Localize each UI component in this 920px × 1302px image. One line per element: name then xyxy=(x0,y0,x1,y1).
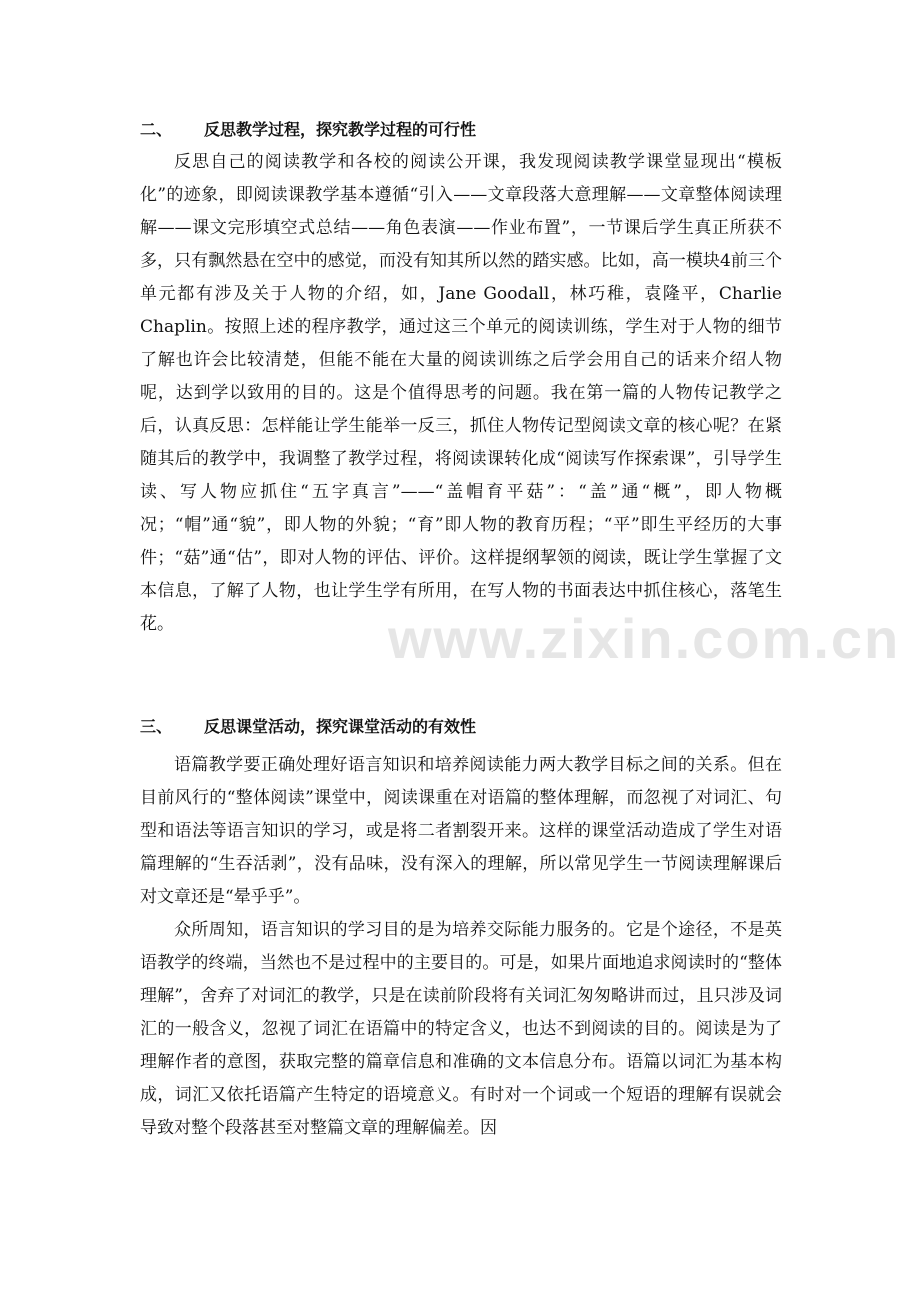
section-heading-3 xyxy=(140,711,782,743)
section-number: 二、 xyxy=(140,120,173,139)
section-title: 反思课堂活动，探究课堂活动的有效性 xyxy=(204,717,477,736)
paragraph: 反思自己的阅读教学和各校的阅读公开课，我发现阅读教学课堂显现出“模板化”的迹象，即阅读课教学基本遵循“引入——文章段落大意理解——文章整体阅读理解——课文完形填空式总结——角色表演——作业布置”，一节课后学生真正所获不多，只有飘然悬在空中的感觉，而没有知其所以然的踏实感。比如，高一模块4前三个单元都有涉及关于人物的介绍，如，Jane Goodall，林巧稚，袁隆平，Charlie Chaplin。按照上述的程序教学，通过这三个单元的阅读训练，学生对于人物的细节了解也许会比较清楚，但能不能在大量的阅读训练之后学会用自己的话来介绍人物呢，达到学以致用的目的。这是个值得思考的问题。我在第一篇的人物传记教学之后，认真反思：怎样能让学生能举一反三，抓住人物传记型阅读文章的核心呢？在紧随其后的教学中，我调整了教学过程，将阅读课转化成“阅读写作探索课”，引导学生读、写人物应抓住“五字真言”——“盖帽育平菇”：“盖”通“概”，即人物概况；“帽”通“貌”，即人物的外貌；“育”即人物的教育历程；“平”即生平经历的大事件；“菇”通“估”，即对人物的评估、评价。这样提纲挈领的阅读，既让学生掌握了文本信息，了解了人物，也让学生学有所用，在写人物的书面表达中抓住核心，落笔生花。 xyxy=(140,152,782,634)
section-number: 三、 xyxy=(140,717,173,736)
paragraph: 众所周知，语言知识的学习目的是为培养交际能力服务的。它是个途径，不是英语教学的终端，当然也不是过程中的主要目的。可是，如果片面地追求阅读时的“整体理解”，舍弃了对词汇的教学，只是在读前阶段将有关词汇匆匆略讲而过，且只涉及词汇的一般含义，忽视了词汇在语篇中的特定含义，也达不到阅读的目的。阅读是为了理解作者的意图，获取完整的篇章信息和准确的文本信息分布。语篇以词汇为基本构成，词汇又依托语篇产生特定的语境意义。有时对一个词或一个短语的理解有误就会导致对整个段落甚至对整篇文章的理解偏差。因 xyxy=(140,920,782,1138)
section-heading-2 xyxy=(140,114,782,146)
document-body xyxy=(140,114,782,1214)
watermark: www.zixin.com.cn xyxy=(388,607,901,670)
paragraph: 语篇教学要正确处理好语言知识和培养阅读能力两大教学目标之间的关系。但在目前风行的“整体阅读”课堂中，阅读课重在对语篇的整体理解，而忽视了对词汇、句型和语法等语言知识的学习，或是将二者割裂开来。这样的课堂活动造成了学生对语篇理解的“生吞活剥”，没有品味，没有深入的理解，所以常见学生一节阅读理解课后对文章还是“晕乎乎”。 xyxy=(140,755,782,907)
section-title: 反思教学过程，探究教学过程的可行性 xyxy=(204,120,477,139)
